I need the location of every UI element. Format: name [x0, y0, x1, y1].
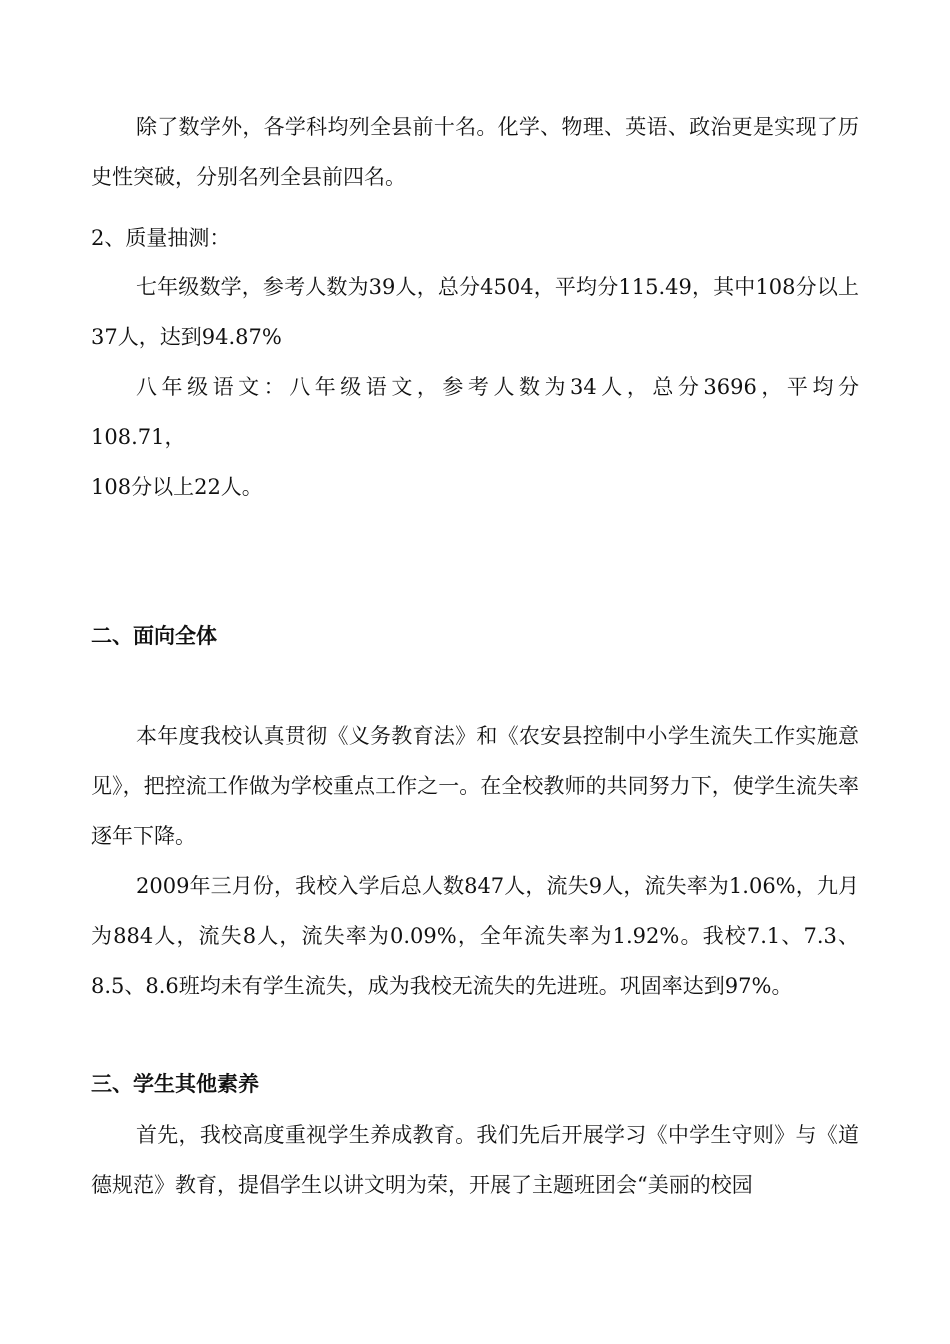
paragraph-grade8-chinese-line1: 八年级语文：八年级语文，参考人数为34人，总分3696，平均分	[136, 375, 859, 399]
paragraph-dropout-statistics: 2009年三月份，我校入学后总人数847人，流失9人，流失率为1.06%，九月为884人，流失8人，流失率为0.09%，全年流失率为1.92%。我校7.1、7.3、8.5、8.6班均未有学生流失，成为我校无流失的先进班。巩固率达到97%。	[91, 874, 859, 998]
section-heading-all-students: 二、面向全体	[91, 624, 217, 648]
paragraph-habit-education: 首先，我校高度重视学生养成教育。我们先后开展学习《中学生守则》与《道德规范》教育，提倡学生以讲文明为荣，开展了主题班团会“美丽的校园	[91, 1123, 859, 1197]
item-quality-sampling-title: 2、质量抽测：	[91, 226, 231, 250]
paragraph-subject-ranking: 除了数学外，各学科均列全县前十名。化学、物理、英语、政治更是实现了历史性突破，分别名列全县前四名。	[91, 115, 859, 189]
paragraph-grade7-math: 七年级数学，参考人数为39人，总分4504，平均分115.49，其中108分以上37人，达到94.87%	[91, 275, 859, 349]
paragraph-grade8-chinese-line2: 108.71，	[91, 425, 186, 449]
paragraph-dropout-control: 本年度我校认真贯彻《义务教育法》和《农安县控制中小学生流失工作实施意见》，把控流工作做为学校重点工作之一。在全校教师的共同努力下，使学生流失率逐年下降。	[91, 724, 859, 848]
section-heading-other-qualities: 三、学生其他素养	[91, 1072, 259, 1096]
paragraph-grade8-chinese-line3: 108分以上22人。	[91, 475, 263, 499]
